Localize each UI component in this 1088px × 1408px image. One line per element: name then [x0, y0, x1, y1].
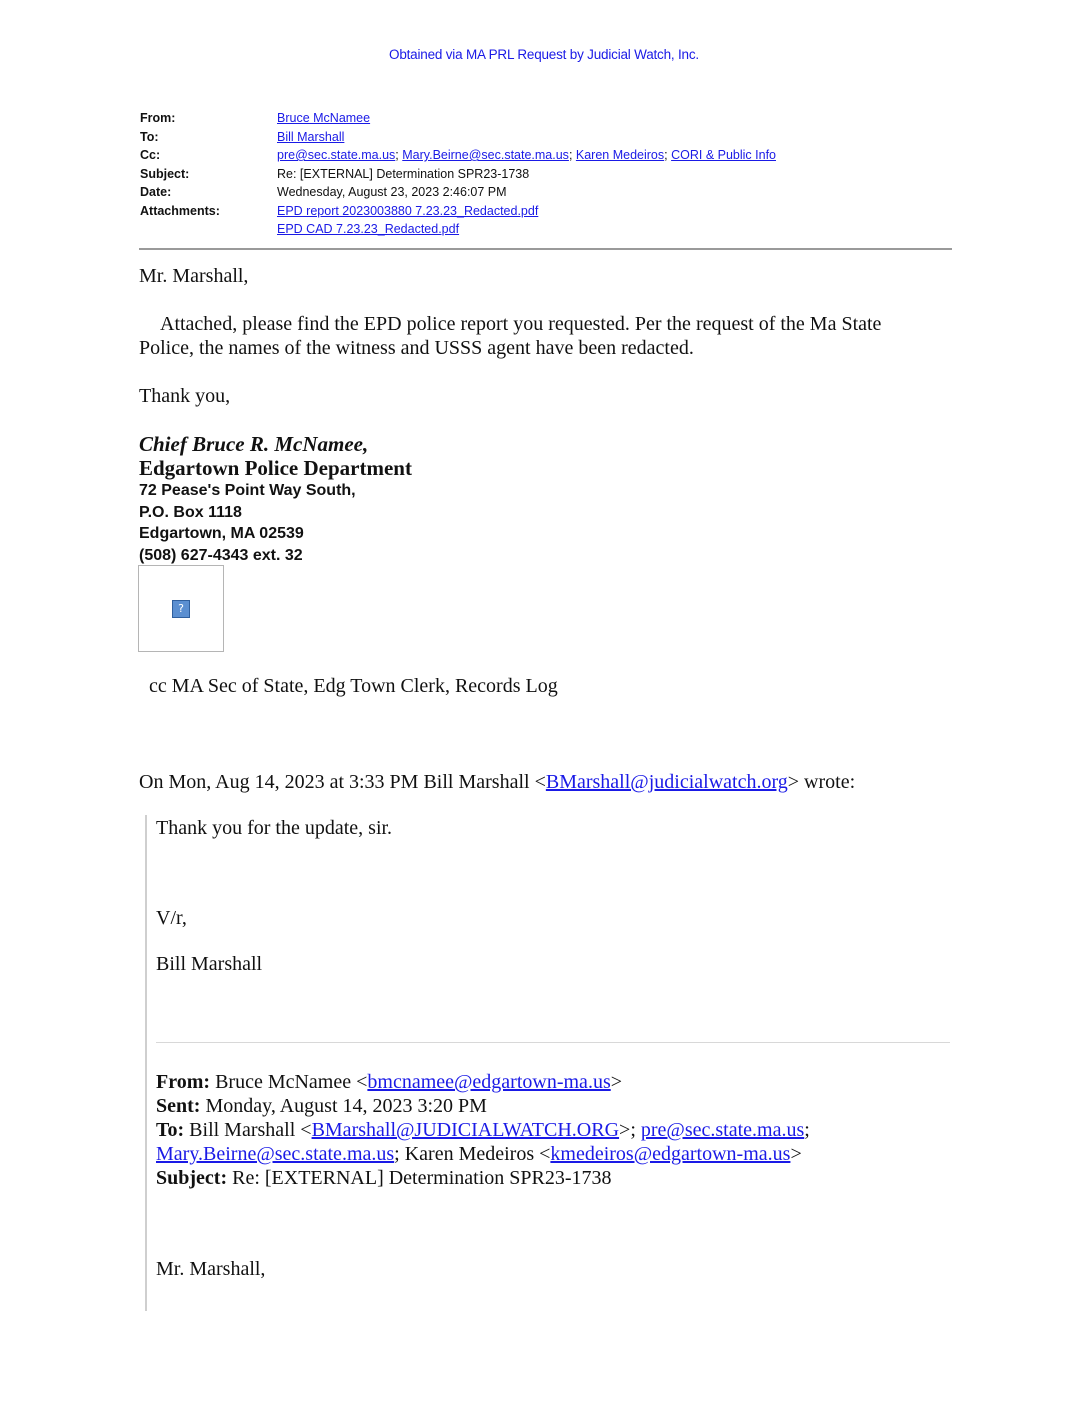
forwarded-to-name: Bill Marshall <	[189, 1119, 312, 1141]
forwarded-greeting: Mr. Marshall,	[156, 1258, 266, 1280]
quote-line: Thank you for the update, sir.	[156, 817, 393, 839]
signature-address	[139, 480, 356, 566]
address-line: 72 Pease's Point Way South,	[139, 482, 356, 499]
forwarded-to-email[interactable]: kmedeiros@edgartown-ma.us	[550, 1143, 791, 1165]
cc-note: cc MA Sec of State, Edg Town Clerk, Records Log	[149, 675, 558, 697]
forwarded-to-email[interactable]: BMarshall@JUDICIALWATCH.ORG	[311, 1119, 620, 1141]
header-to-row	[140, 128, 952, 147]
forwarded-from: From: Bruce McNamee <bmcnamee@edgartown-ma.us>	[156, 1071, 623, 1093]
header-date-row	[140, 183, 952, 202]
cc-link[interactable]: Mary.Beirne@sec.state.ma.us	[402, 148, 569, 162]
forwarded-subject	[156, 1166, 950, 1190]
quote-intro-prefix: On Mon, Aug 14, 2023 at 3:33 PM Bill Marshall <	[139, 771, 546, 793]
forwarded-sent-label: Sent:	[156, 1095, 201, 1117]
attachment-link[interactable]: EPD report 2023003880 7.23.23_Redacted.pdf	[277, 203, 539, 218]
closing: Thank you,	[139, 385, 231, 407]
forwarded-to-name: Karen Medeiros <	[404, 1143, 551, 1165]
quote-intro-suffix: > wrote:	[787, 771, 856, 793]
header-subject-row	[140, 165, 952, 184]
phone: (508) 627-4343 ext. 32	[139, 546, 303, 564]
date-label: Date:	[140, 185, 172, 199]
attachment-link[interactable]: EPD CAD 7.23.23_Redacted.pdf	[277, 222, 460, 236]
header-divider	[139, 248, 952, 250]
cc-label: Cc:	[140, 148, 161, 162]
to-link[interactable]: Bill Marshall	[277, 129, 345, 144]
header-cc-row: Cc: pre@sec.state.ma.us; Mary.Beirne@sec.state.ma.us; Karen Medeiros; CORI & Public Info	[140, 146, 952, 165]
quote-line: V/r,	[156, 907, 187, 929]
from-link[interactable]: Bruce McNamee	[277, 111, 371, 125]
quote-intro	[139, 770, 855, 794]
signature-image-placeholder	[138, 565, 224, 652]
quote-bar	[145, 815, 147, 1311]
forwarded-to: To: Bill Marshall <BMarshall@JUDICIALWATCH.ORG>; pre@sec.state.ma.us; Mary.Beirne@sec.state.ma.us; Karen Medeiros <kmedeiros@edgartown-ma.us>	[156, 1119, 810, 1165]
forwarded-to-label: To:	[156, 1119, 185, 1141]
subject-label: Subject:	[140, 166, 190, 181]
date-value: Wednesday, August 23, 2023 2:46:07 PM	[277, 185, 507, 199]
header-from-row	[140, 109, 952, 128]
forwarded-subject-label: Subject:	[156, 1167, 228, 1189]
forwarded-sent-value: Monday, August 14, 2023 3:20 PM	[205, 1095, 487, 1117]
cc-link[interactable]: CORI & Public Info	[671, 148, 776, 162]
quote-divider	[156, 1042, 950, 1043]
email-header	[140, 109, 952, 239]
forwarded-from-name: Bruce McNamee <	[215, 1071, 368, 1093]
signature-name: Chief Bruce R. McNamee,	[139, 432, 369, 456]
greeting: Mr. Marshall,	[139, 265, 249, 287]
forwarded-sent	[156, 1094, 950, 1118]
watermark: Obtained via MA PRL Request by Judicial Watch, Inc.	[389, 47, 699, 62]
from-label: From:	[140, 111, 176, 125]
forwarded-from-email[interactable]: bmcnamee@edgartown-ma.us	[367, 1071, 611, 1093]
attachments-label: Attachments:	[140, 203, 220, 218]
address-line: Edgartown, MA 02539	[139, 525, 304, 542]
cc-link[interactable]: pre@sec.state.ma.us	[277, 148, 396, 162]
header-attachments-row	[140, 202, 952, 239]
forwarded-to-email[interactable]: Mary.Beirne@sec.state.ma.us	[156, 1143, 395, 1165]
body-paragraph-line-2: Police, the names of the witness and USSS agent have been redacted.	[139, 337, 694, 359]
body-paragraph-line-1: Attached, please find the EPD police report you requested. Per the request of the Ma State	[160, 313, 882, 335]
quote-intro-email[interactable]: BMarshall@judicialwatch.org	[545, 771, 788, 793]
subject-value: Re: [EXTERNAL] Determination SPR23-1738	[277, 166, 530, 181]
forwarded-to-email[interactable]: pre@sec.state.ma.us	[640, 1119, 805, 1141]
missing-image-icon: ?	[172, 600, 190, 618]
signature-department: Edgartown Police Department	[139, 456, 412, 480]
forwarded-subject-value: Re: [EXTERNAL] Determination SPR23-1738	[232, 1167, 612, 1189]
forwarded-from-label: From:	[156, 1071, 211, 1093]
cc-link[interactable]: Karen Medeiros	[575, 148, 665, 162]
to-label: To:	[140, 129, 159, 144]
address-line: P.O. Box 1118	[139, 503, 242, 521]
forwarded-header	[156, 1070, 950, 1190]
quote-line: Bill Marshall	[156, 953, 263, 975]
